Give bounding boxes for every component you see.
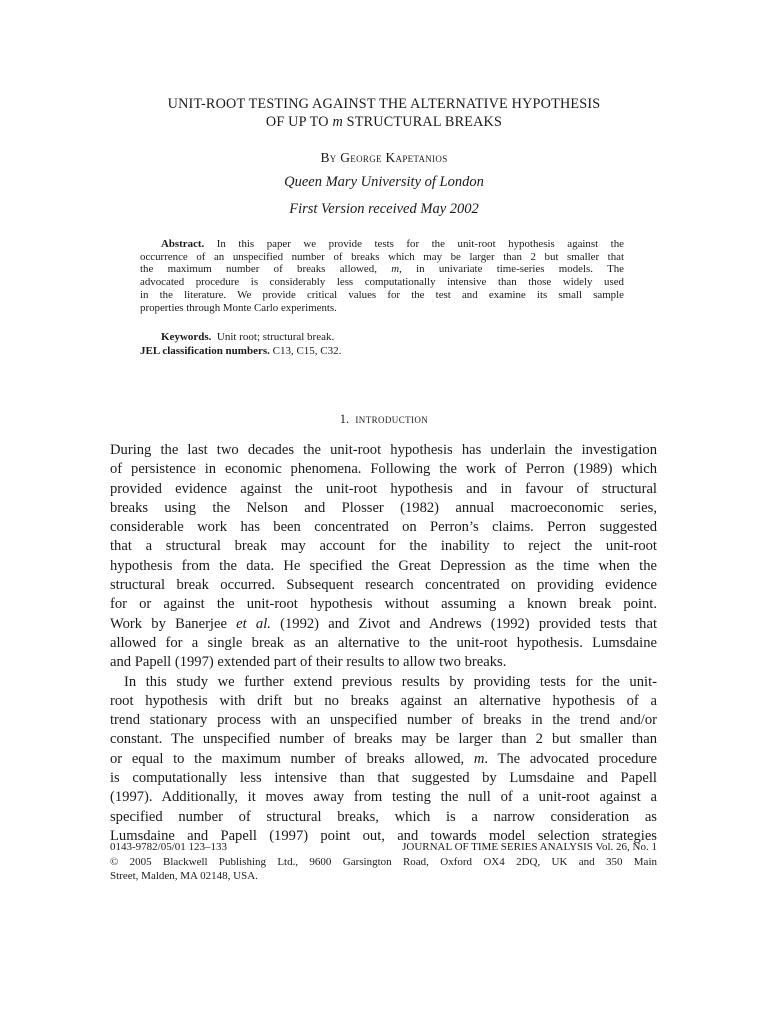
abstract-text-3a: the maximum number of breaks allowed, (140, 263, 392, 276)
body-line: provided evidence against the unit-root hypothesis and in favour of structural (110, 480, 657, 497)
body-line: for or against the unit-root hypothesis without assuming a known break point. (110, 596, 657, 613)
body-text-17a: or equal to the maximum number of breaks allowed, (110, 750, 474, 767)
body-line (110, 750, 657, 769)
jel-classification (140, 345, 341, 357)
body-line: is computationally less intensive than that suggested by Lumsdaine and Papell (110, 770, 657, 787)
author-line (0, 150, 768, 166)
body-line (110, 615, 657, 634)
keywords-label: Keywords. (161, 331, 212, 343)
body-line: structural break occurred. Subsequent research concentrated on providing evidence (110, 577, 657, 594)
body-text (110, 441, 657, 846)
keywords (161, 331, 334, 343)
keywords-text: Unit root; structural break. (211, 331, 335, 343)
author-by: By (320, 150, 341, 165)
body-line: allowed for a single break as an alternative to the unit-root hypothesis. Lumsdaine (110, 634, 657, 651)
page-footer (110, 840, 657, 884)
body-line: breaks using the Nelson and Plosser (1982) annual macroeconomic series, (110, 499, 657, 516)
abstract-line-1 (140, 238, 624, 251)
author-name: George Kapetanios (340, 150, 448, 165)
abstract-text-1: In this paper we provide tests for the unit-root hypothesis against the (204, 238, 624, 250)
body-text-17b: m (473, 750, 485, 767)
footer-row-1 (110, 840, 657, 855)
abstract-line-3 (140, 263, 624, 276)
footer-address: Street, Malden, MA 02148, USA. (110, 870, 258, 882)
title-line-2-m: m (332, 114, 343, 130)
body-line: specified number of structural breaks, which is a narrow consideration as (110, 808, 657, 825)
jel-text: C13, C15, C32. (269, 345, 342, 357)
title-line-2-pre: OF UP TO (265, 114, 333, 130)
body-line: and Papell (1997) extended part of their results to allow two breaks. (110, 654, 507, 671)
body-line: trend stationary process with an unspecified number of breaks in the trend and/or (110, 712, 657, 729)
title-line-2-post: STRUCTURAL BREAKS (342, 114, 503, 130)
footer-journal: JOURNAL OF TIME SERIES ANALYSIS Vol. 26, No. 1 (402, 841, 657, 853)
title-line-1: UNIT-ROOT TESTING AGAINST THE ALTERNATIVE HYPOTHESIS (167, 96, 601, 112)
body-text-10b: et al. (236, 615, 271, 632)
abstract-label: Abstract. (161, 238, 205, 250)
body-line: (1997). Additionally, it moves away from testing the null of a unit-root against a (110, 789, 657, 806)
paper-title (100, 95, 668, 131)
received-date: First Version received May 2002 (289, 201, 479, 217)
abstract-line-4: advocated procedure is considerably less computationally intensive than those widely used (140, 276, 624, 289)
footer-copyright: © 2005 Blackwell Publishing Ltd., 9600 Garsington Road, Oxford OX4 2DQ, UK and 350 Main (110, 855, 657, 868)
body-line: root hypothesis with drift but no breaks against an alternative hypothesis of a (110, 692, 657, 709)
body-line: that a structural break may account for the inability to reject the unit-root (110, 538, 657, 555)
section-title: introduction (355, 412, 429, 426)
body-text-10c: (1992) and Zivot and Andrews (1992) provided tests that (270, 615, 657, 632)
abstract-line-5: in the literature. We provide critical values for the test and examine its small sample (140, 288, 624, 301)
body-line: In this study we further extend previous results by providing tests for the unit- (124, 673, 657, 690)
body-line: considerable work has been concentrated on Perron’s claims. Perron suggested (110, 519, 657, 536)
section-number: 1. (339, 412, 356, 426)
jel-label: JEL classification numbers. (140, 345, 270, 357)
body-line: During the last two decades the unit-root hypothesis has underlain the investigation (110, 442, 657, 458)
section-heading (0, 412, 768, 427)
abstract-line-2: occurrence of an unspecified number of breaks which may be larger than 2 but smaller that (140, 250, 624, 263)
body-line: constant. The unspecified number of breaks may be larger than 2 but smaller than (110, 731, 657, 748)
affiliation: Queen Mary University of London (284, 174, 484, 190)
abstract-text-3m: m (391, 263, 400, 276)
title-line-2 (100, 113, 668, 131)
body-line: of persistence in economic phenomena. Following the work of Perron (1989) which (110, 461, 657, 478)
body-line: Lumsdaine and Papell (1997) point out, and towards model selection strategies (110, 827, 657, 844)
abstract-text-3b: , in univariate time-series models. The (399, 263, 625, 276)
footer-code: 0143-9782/05/01 123–133 (110, 841, 228, 853)
body-text-10a: Work by Banerjee (110, 615, 237, 632)
abstract-line-6: properties through Monte Carlo experiments. (140, 301, 337, 314)
body-line: hypothesis from the data. He specified the Great Depression as the time when the (110, 557, 657, 574)
abstract (140, 238, 624, 314)
body-text-17c: . The advocated procedure (484, 750, 657, 767)
